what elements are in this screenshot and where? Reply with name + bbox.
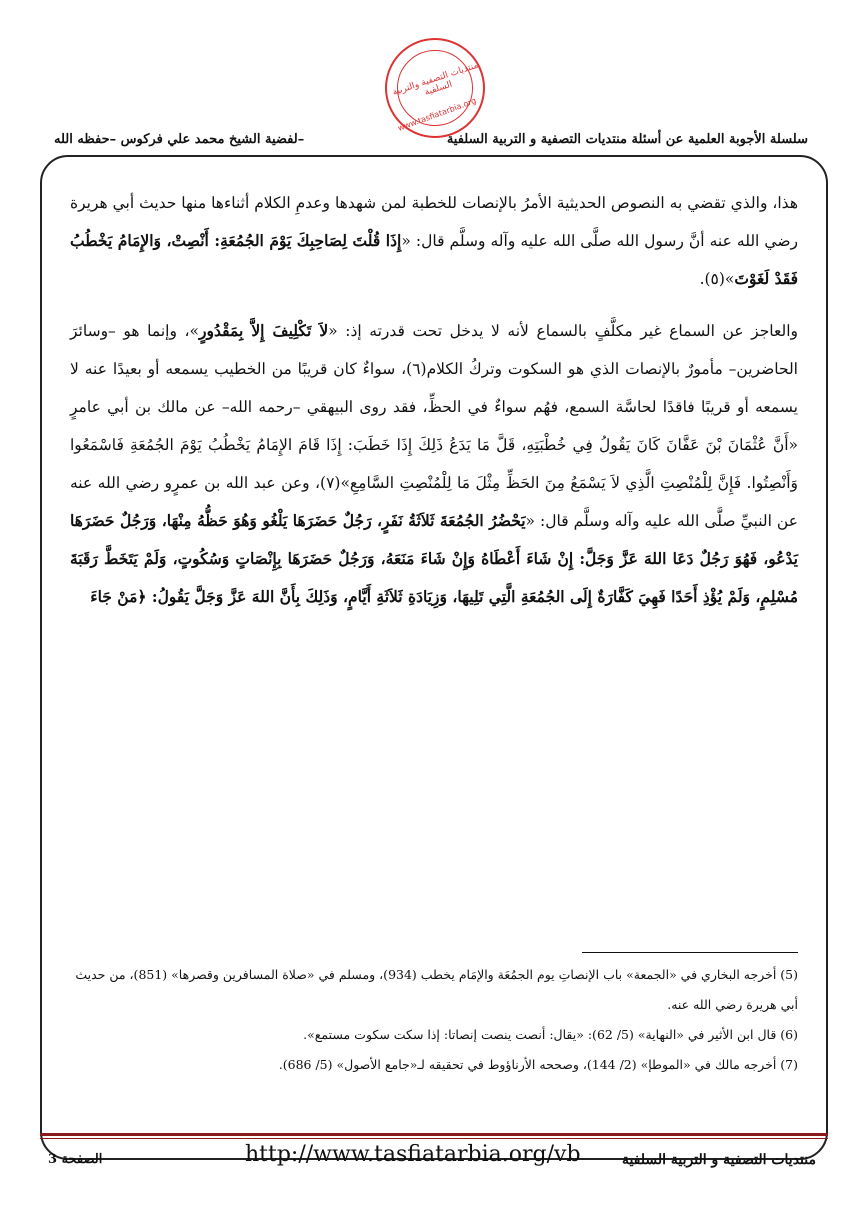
footnotes	[70, 960, 798, 1080]
paragraph-2	[70, 312, 798, 616]
page-number: الصفحة 3	[48, 1152, 103, 1167]
paragraph-2-body: »، وإنما هو –وسائرَ الحاضرين– مأمورٌ بالإنصات الذي هو السكوت وتركُ الكلام(٦)، سواءٌ كان قريبًا من الخطيب يسمعه أو بعيدًا عنه لا يسمعه أو قريبًا فاقدًا لحاسَّة السمع، فهُم سواءٌ في الحظِّ، فقد روى البيهقي –رحمه الله– عن مالك بن أبي عامرٍ «أَنَّ عُثْمَانَ بْنَ عَفَّانَ كَانَ يَقُولُ فِي خُطْبَتِهِ، قَلَّ مَا يَدَعُ ذَلِكَ إِذَا خَطَبَ: إِذَا قَامَ الإِمَامُ يَخْطُبُ يَوْمَ الجُمُعَةِ فَاسْمَعُوا وَأَنْصِتُوا. فَإِنَّ لِلْمُنْصِتِ الَّذِي لاَ يَسْمَعُ مِنَ الحَظِّ مِثْلَ مَا لِلْمُنْصِتِ السَّامِعِ»(٧)، وعن عبد الله بن عمرٍو رضي الله عنه عن النبيِّ صلَّى الله عليه وآله وسلَّم قال: «	[70, 322, 798, 530]
footnote-separator	[582, 952, 798, 953]
footer-rule	[40, 1133, 828, 1136]
paragraph-1	[70, 184, 798, 298]
footer-site-name: منتديات التصفية و التربية السلفية	[621, 1152, 816, 1168]
author-credit: لفضية الشيخ محمد علي فركوس –حفظه الله–	[54, 132, 305, 147]
footnote-7: (7) أخرجه مالك في «الموطإ» (2/ 144)، وصححه الأرناؤوط في تحقيقه لـ«جامع الأصول» (5/ 686).	[278, 1057, 798, 1072]
paragraph-1-end: »(٥).	[699, 270, 735, 288]
footer-rule-thin	[40, 1138, 828, 1139]
hadith-quote-1: إِذَا قُلْتَ لِصَاحِبِكَ يَوْمَ الجُمُعَةِ: أَنْصِتْ، وَالإِمَامُ يَخْطُبُ فَقَدْ لَغَوْتَ	[70, 231, 798, 288]
legal-maxim: لاَ تَكْلِيفَ إِلاَّ بِمَقْدُورٍ	[199, 321, 329, 340]
stamp-text: منتديات التصفية والتربية السلفية	[391, 60, 480, 98]
paragraph-2-intro: والعاجز عن السماع غير مكلَّفٍ بالسماع لأنه لا يدخل تحت قدرته إذ: «	[328, 322, 799, 340]
series-title: سلسلة الأجوبة العلمية عن أسئلة منتديات التصفية و التربية السلفية	[446, 132, 808, 147]
paragraph-1-intro: هذا، والذي تقضي به النصوص الحديثية الأمرُ بالإنصات للخطبة لمن شهدها وعدمِ الكلام أثناءها منها حديث أبي هريرة رضي الله عنه أنَّ رسول الله صلَّى الله عليه وآله وسلَّم قال: «	[70, 194, 798, 250]
footer-url[interactable]: http://www.tasfiatarbia.org/vb	[245, 1142, 581, 1167]
footnote-5: (5) أخرجه البخاري في «الجمعة» باب الإنصاتِ يوم الجمُعَة والإمَام يخطب (934)، ومسلم في «صلاة المسافرين وقصرها» (851)، من حديث أبي هريرة رضي الله عنه.	[75, 967, 798, 1012]
hadith-quote-2: يَحْضُرُ الجُمُعَةَ ثَلاَثَةُ نَفَرٍ، رَجُلٌ حَضَرَهَا يَلْغُو وَهُوَ حَظُّهُ مِنْهَا، وَرَجُلٌ حَضَرَهَا يَدْعُو، فَهُوَ رَجُلٌ دَعَا اللهَ عَزَّ وَجَلَّ: إِنْ شَاءَ أَعْطَاهُ وَإِنْ شَاءَ مَنَعَهُ، وَرَجُلٌ حَضَرَهَا بِإِنْصَاتٍ وَسُكُوتٍ، وَلَمْ يَتَخَطَّ رَقَبَةَ مُسْلِمٍ، وَلَمْ يُؤْذِ أَحَدًا فَهِيَ كَفَّارَةٌ إِلَى الجُمُعَةِ الَّتِي تَلِيهَا، وَزِيَادَةِ ثَلاَثَةِ أَيَّامٍ، وَذَلِكَ بِأَنَّ اللهَ عَزَّ وَجَلَّ يَقُولُ: ﴿مَنْ جَاءَ	[70, 511, 798, 606]
forum-seal-stamp	[385, 38, 485, 138]
stamp-url: www.tasfiatarbia.org	[396, 96, 478, 133]
main-text	[70, 184, 798, 630]
footnote-6: (6) قال ابن الأثير في «النهاية» (5/ 62): «يقال: أنصت ينصت إنصاتا: إذا سكت سكوت مستمع».	[303, 1027, 798, 1042]
